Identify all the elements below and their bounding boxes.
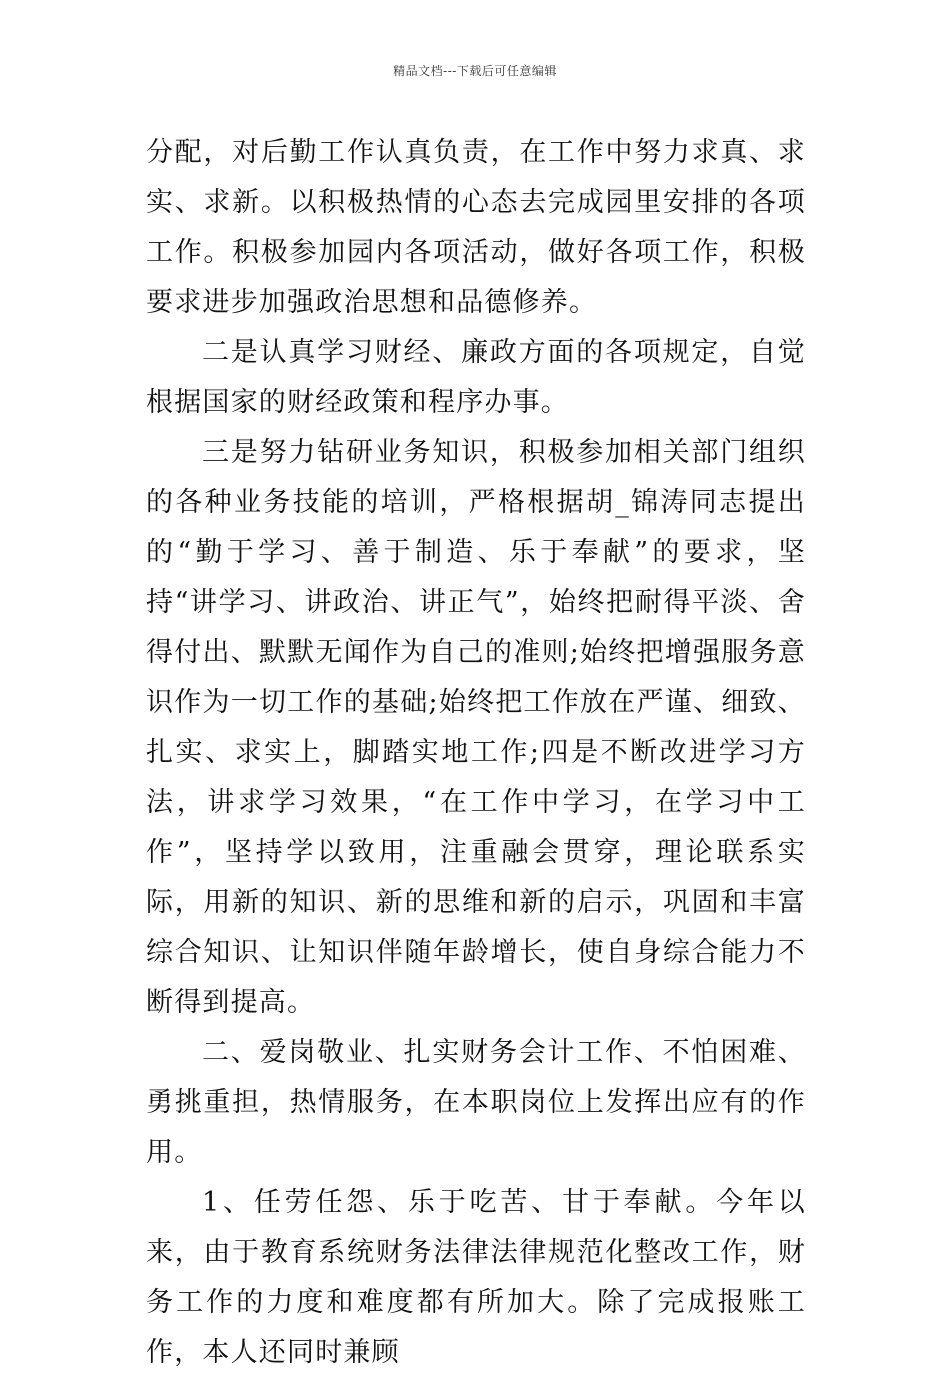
paragraph-business-study: 三是努力钻研业务知识，积极参加相关部门组织的各种业务技能的培训，严格根据胡_锦涛同志提出的“勤于学习、善于制造、乐于奉献”的要求，坚持“讲学习、讲政治、讲正气”，始终把耐得平淡、舍得付出、默默无闻作为自己的准则;始终把增强服务意识作为一切工作的基础;始终把工作放在严谨、细致、扎实、求实上，脚踏实地工作;四是不断改进学习方法，讲求学习效果，“在工作中学习，在学习中工作”，坚持学以致用，注重融会贯穿，理论联系实际，用新的知识、新的思维和新的启示，巩固和丰富综合知识、让知识伴随年龄增长，使自身综合能力不断得到提高。 [146, 437, 806, 1018]
paragraph-finance-rules: 二是认真学习财经、廉政方面的各项规定，自觉根据国家的财经政策和程序办事。 [146, 337, 806, 418]
page-header: 精品文档---下载后可任意编辑 [393, 64, 557, 78]
document-body [146, 128, 806, 1378]
paragraph-section-two-heading: 二、爱岗敬业、扎实财务会计工作、不怕困难、勇挑重担，热情服务，在本职岗位上发挥出应有的作用。 [146, 1037, 806, 1168]
paragraph-item-one: 1、任劳任怨、乐于吃苦、甘于奉献。今年以来，由于教育系统财务法律法律规范化整改工作，财务工作的力度和难度都有所加大。除了完成报账工作，本人还同时兼顾 [146, 1187, 806, 1368]
paragraph-continuation: 分配，对后勤工作认真负责，在工作中努力求真、求实、求新。以积极热情的心态去完成园里安排的各项工作。积极参加园内各项活动，做好各项工作，积极要求进步加强政治思想和品德修养。 [146, 137, 806, 318]
